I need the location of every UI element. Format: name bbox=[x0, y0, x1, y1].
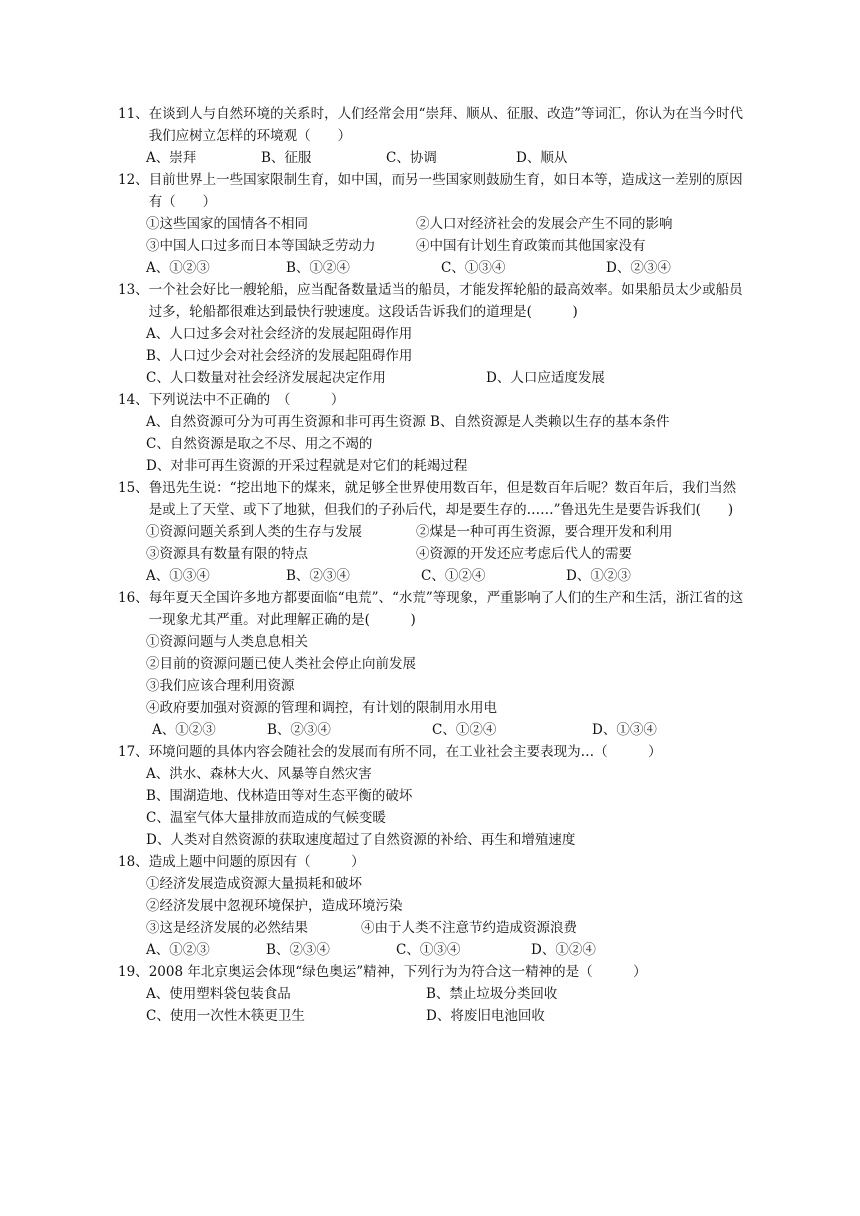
question-19 bbox=[118, 961, 748, 1027]
option-b[interactable]: B、征服 bbox=[261, 150, 312, 166]
statement-item: B、禁止垃圾分类回收 bbox=[426, 986, 558, 1002]
statement-item: ③中国人口过多而日本等国缺乏劳动力 bbox=[146, 238, 376, 254]
statement-line: A、自然资源可分为可再生资源和非可再生资源 B、自然资源是人类赖以生存的基本条件 bbox=[146, 414, 670, 430]
question-16 bbox=[118, 587, 748, 741]
question-page bbox=[118, 103, 748, 1027]
statement-item: A、使用塑料袋包装食品 bbox=[146, 986, 291, 1002]
question-stem: 一个社会好比一艘轮船，应当配备数量适当的船员，才能发挥轮船的最高效率。如果船员太少或船员过多，轮船都很难达到最快行驶速度。这段话告诉我们的道理是( ) bbox=[148, 282, 743, 320]
question-number: 13、 bbox=[118, 282, 149, 298]
option-d[interactable]: D、①③④ bbox=[592, 722, 657, 738]
statement-line: ①资源问题与人类息息相关 bbox=[146, 634, 308, 650]
statement-line: A、洪水、森林大火、风暴等自然灾害 bbox=[146, 766, 372, 782]
option-a[interactable]: A、①③④ bbox=[146, 568, 210, 584]
option-d[interactable]: D、顺从 bbox=[516, 150, 568, 166]
statement-item: ③这是经济发展的必然结果 bbox=[146, 920, 308, 936]
question-number: 19、 bbox=[118, 964, 149, 980]
statement-item: D、将废旧电池回收 bbox=[426, 1008, 545, 1024]
statement-line: D、对非可再生资源的开采过程就是对它们的耗竭过程 bbox=[146, 458, 468, 474]
statement-line: B、人口过少会对社会经济的发展起阻碍作用 bbox=[146, 348, 413, 364]
question-number: 11、 bbox=[118, 106, 149, 122]
question-stem: 鲁迅先生说：“挖出地下的煤来，就足够全世界使用数百年，但是数百年后呢？数百年后，我们当然是或上了天堂、或下了地狱，但我们的子孙后代，却是要生存的……”鲁迅先生是要告诉我们( ) bbox=[148, 480, 737, 518]
statement-line: D、人类对自然资源的获取速度超过了自然资源的补给、再生和增殖速度 bbox=[146, 832, 576, 848]
answer-options bbox=[118, 719, 748, 741]
question-stem: 2008 年北京奥运会体现“绿色奥运”精神，下列行为为符合这一精神的是（ ） bbox=[148, 964, 647, 980]
question-number: 17、 bbox=[118, 744, 149, 760]
question-stem: 在谈到人与自然环境的关系时，人们经常会用“崇拜、顺从、征服、改造”等词汇，你认为在当今时代我们应树立怎样的环境观（ ） bbox=[148, 106, 743, 144]
option-d[interactable]: D、①②③ bbox=[566, 568, 631, 584]
question-18 bbox=[118, 851, 748, 961]
statement-item: C、使用一次性木筷更卫生 bbox=[146, 1008, 305, 1024]
statement-row bbox=[118, 235, 748, 257]
option-c[interactable]: C、①②④ bbox=[432, 722, 497, 738]
statement-line: ②目前的资源问题已使人类社会停止向前发展 bbox=[146, 656, 416, 672]
statement-line: C、温室气体大量排放而造成的气候变暖 bbox=[146, 810, 386, 826]
question-15 bbox=[118, 477, 748, 587]
answer-options bbox=[118, 565, 748, 587]
question-14 bbox=[118, 389, 748, 477]
statement-row bbox=[118, 543, 748, 565]
statement-item: ①资源问题关系到人类的生存与发展 bbox=[146, 524, 362, 540]
statement-line: B、围湖造地、伐林造田等对生态平衡的破坏 bbox=[146, 788, 413, 804]
option-a[interactable]: A、①②③ bbox=[146, 260, 210, 276]
option-a[interactable]: A、崇拜 bbox=[146, 150, 197, 166]
question-number: 15、 bbox=[118, 480, 149, 496]
statement-item: ①这些国家的国情各不相同 bbox=[146, 216, 308, 232]
option-b[interactable]: B、②③④ bbox=[267, 722, 331, 738]
question-17 bbox=[118, 741, 748, 851]
statement-row bbox=[118, 213, 748, 235]
option-d[interactable]: D、②③④ bbox=[606, 260, 671, 276]
statement-item: C、人口数量对社会经济发展起决定作用 bbox=[146, 370, 386, 386]
statement-line: ③我们应该合理利用资源 bbox=[146, 678, 295, 694]
statement-line: A、人口过多会对社会经济的发展起阻碍作用 bbox=[146, 326, 413, 342]
question-stem: 造成上题中问题的原因有（ ） bbox=[148, 854, 365, 870]
question-12 bbox=[118, 169, 748, 279]
statement-item: ②人口对经济社会的发展会产生不同的影响 bbox=[416, 216, 673, 232]
statement-item: ④资源的开发还应考虑后代人的需要 bbox=[416, 546, 632, 562]
option-c[interactable]: C、协调 bbox=[386, 150, 437, 166]
question-number: 18、 bbox=[118, 854, 149, 870]
option-b[interactable]: B、②③④ bbox=[286, 568, 350, 584]
statement-row bbox=[118, 367, 748, 389]
answer-options bbox=[118, 939, 748, 961]
question-13 bbox=[118, 279, 748, 389]
statement-row bbox=[118, 983, 748, 1005]
question-stem: 环境问题的具体内容会随社会的发展而有所不同，在工业社会主要表现为…（ ） bbox=[148, 744, 662, 760]
question-stem: 目前世界上一些国家限制生育，如中国，而另一些国家则鼓励生育，如日本等，造成这一差别的原因有（ ） bbox=[148, 172, 743, 210]
statement-item: ②煤是一种可再生资源，要合理开发和利用 bbox=[416, 524, 673, 540]
statement-row bbox=[118, 521, 748, 543]
statement-line: C、自然资源是取之不尽、用之不竭的 bbox=[146, 436, 373, 452]
statement-item: ④中国有计划生育政策而其他国家没有 bbox=[416, 238, 646, 254]
option-a[interactable]: A、①②③ bbox=[146, 942, 210, 958]
statement-line: ④政府要加强对资源的管理和调控，有计划的限制用水用电 bbox=[146, 700, 497, 716]
question-11 bbox=[118, 103, 748, 169]
statement-row bbox=[118, 1005, 748, 1027]
statement-item: ③资源具有数量有限的特点 bbox=[146, 546, 308, 562]
option-b[interactable]: B、②③④ bbox=[266, 942, 330, 958]
statement-line: ②经济发展中忽视环境保护，造成环境污染 bbox=[146, 898, 403, 914]
question-stem: 每年夏天全国许多地方都要面临“电荒”、“水荒”等现象，严重影响了人们的生产和生活，浙江省的这一现象尤其严重。对此理解正确的是( ) bbox=[148, 590, 744, 628]
question-number: 12、 bbox=[118, 172, 149, 188]
question-number: 16、 bbox=[118, 590, 149, 606]
statement-item: ④由于人类不注意节约造成资源浪费 bbox=[361, 920, 577, 936]
statement-line: ①经济发展造成资源大量损耗和破坏 bbox=[146, 876, 362, 892]
option-a[interactable]: A、①②③ bbox=[152, 722, 216, 738]
statement-item: D、人口应适度发展 bbox=[486, 370, 605, 386]
statement-row bbox=[118, 917, 748, 939]
answer-options bbox=[118, 147, 748, 169]
question-stem: 下列说法中不正确的 （ ） bbox=[148, 392, 345, 408]
option-c[interactable]: C、①③④ bbox=[441, 260, 506, 276]
option-b[interactable]: B、①②④ bbox=[286, 260, 350, 276]
option-c[interactable]: C、①②④ bbox=[421, 568, 486, 584]
answer-options bbox=[118, 257, 748, 279]
option-c[interactable]: C、①③④ bbox=[396, 942, 461, 958]
question-number: 14、 bbox=[118, 392, 149, 408]
option-d[interactable]: D、①②④ bbox=[531, 942, 596, 958]
